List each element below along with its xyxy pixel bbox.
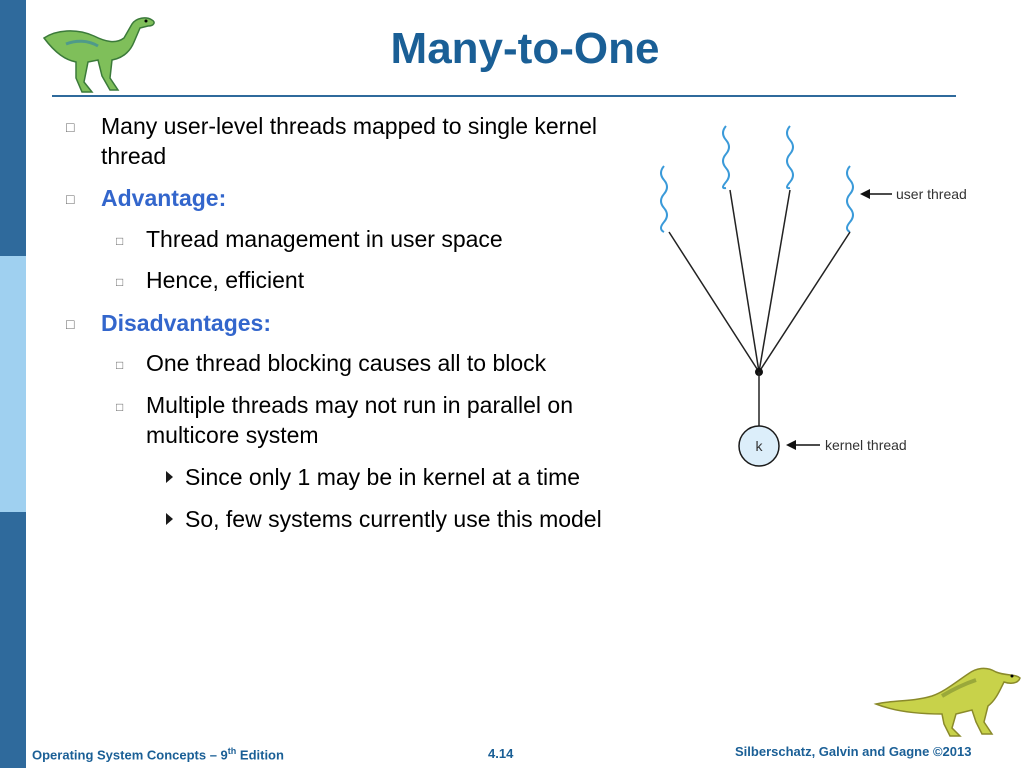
kernel-thread-label: kernel thread — [825, 437, 907, 453]
user-thread-wave-1 — [661, 166, 667, 232]
bullet-line: multicore system — [146, 422, 319, 448]
mapping-line-1 — [669, 232, 759, 372]
footer-edition-sup: th — [227, 746, 237, 756]
footer-book-title — [32, 746, 284, 762]
triangle-bullet-icon — [166, 471, 173, 483]
user-thread-callout — [860, 186, 967, 202]
bullet-thread-management: Thread management in user space — [146, 226, 503, 252]
bullet-one-thread-blocking: One thread blocking causes all to block — [146, 350, 547, 376]
sub-bullet-marker: □ — [116, 358, 124, 372]
many-to-one-diagram — [640, 110, 1010, 480]
sidebar-highlight — [0, 256, 26, 512]
footer-edition-suffix: Edition — [236, 747, 284, 763]
kernel-node-label: k — [755, 438, 763, 454]
sub-bullet-marker: □ — [116, 234, 124, 248]
footer-page-number: 4.14 — [488, 746, 514, 761]
bullet-marker: □ — [66, 191, 75, 207]
slide-title: Many-to-One — [390, 24, 660, 73]
bullet-multiple-threads — [146, 390, 573, 450]
mapping-line-2 — [730, 190, 759, 372]
bullet-marker: □ — [66, 316, 75, 332]
user-thread-label: user thread — [896, 186, 967, 202]
sub-bullet-marker: □ — [116, 275, 124, 289]
user-thread-wave-3 — [787, 126, 793, 188]
mapping-line-4 — [759, 232, 850, 372]
bullet-line: Multiple threads may not run in parallel on — [146, 392, 574, 418]
footer-book-text: Operating System Concepts – 9 — [32, 747, 228, 763]
arrowhead-icon — [786, 440, 796, 450]
dinosaur-logo-bottom — [872, 660, 1022, 740]
mapping-line-3 — [759, 190, 790, 372]
bullet-advantage-heading: Advantage: — [101, 185, 227, 211]
bullet-only-one-in-kernel: Since only 1 may be in kernel at a time — [185, 464, 581, 490]
bullet-line: Many user-level threads mapped to single kernel — [101, 113, 598, 139]
dinosaur-logo-top — [36, 8, 160, 96]
bullet-many-user-level — [101, 111, 597, 171]
triangle-bullet-icon — [166, 513, 173, 525]
left-sidebar-band — [0, 0, 26, 768]
user-thread-wave-2 — [723, 126, 729, 188]
bullet-disadvantages-heading: Disadvantages: — [101, 310, 272, 336]
bullet-few-systems: So, few systems currently use this model — [185, 506, 602, 532]
bullet-efficient: Hence, efficient — [146, 267, 305, 293]
sub-bullet-marker: □ — [116, 400, 124, 414]
arrowhead-icon — [860, 189, 870, 199]
bullet-marker: □ — [66, 119, 75, 135]
bullet-line: thread — [101, 143, 167, 169]
user-thread-wave-4 — [847, 166, 853, 232]
footer-copyright: Silberschatz, Galvin and Gagne ©2013 — [735, 744, 972, 759]
kernel-thread-callout — [786, 437, 907, 453]
title-underline — [52, 95, 956, 97]
